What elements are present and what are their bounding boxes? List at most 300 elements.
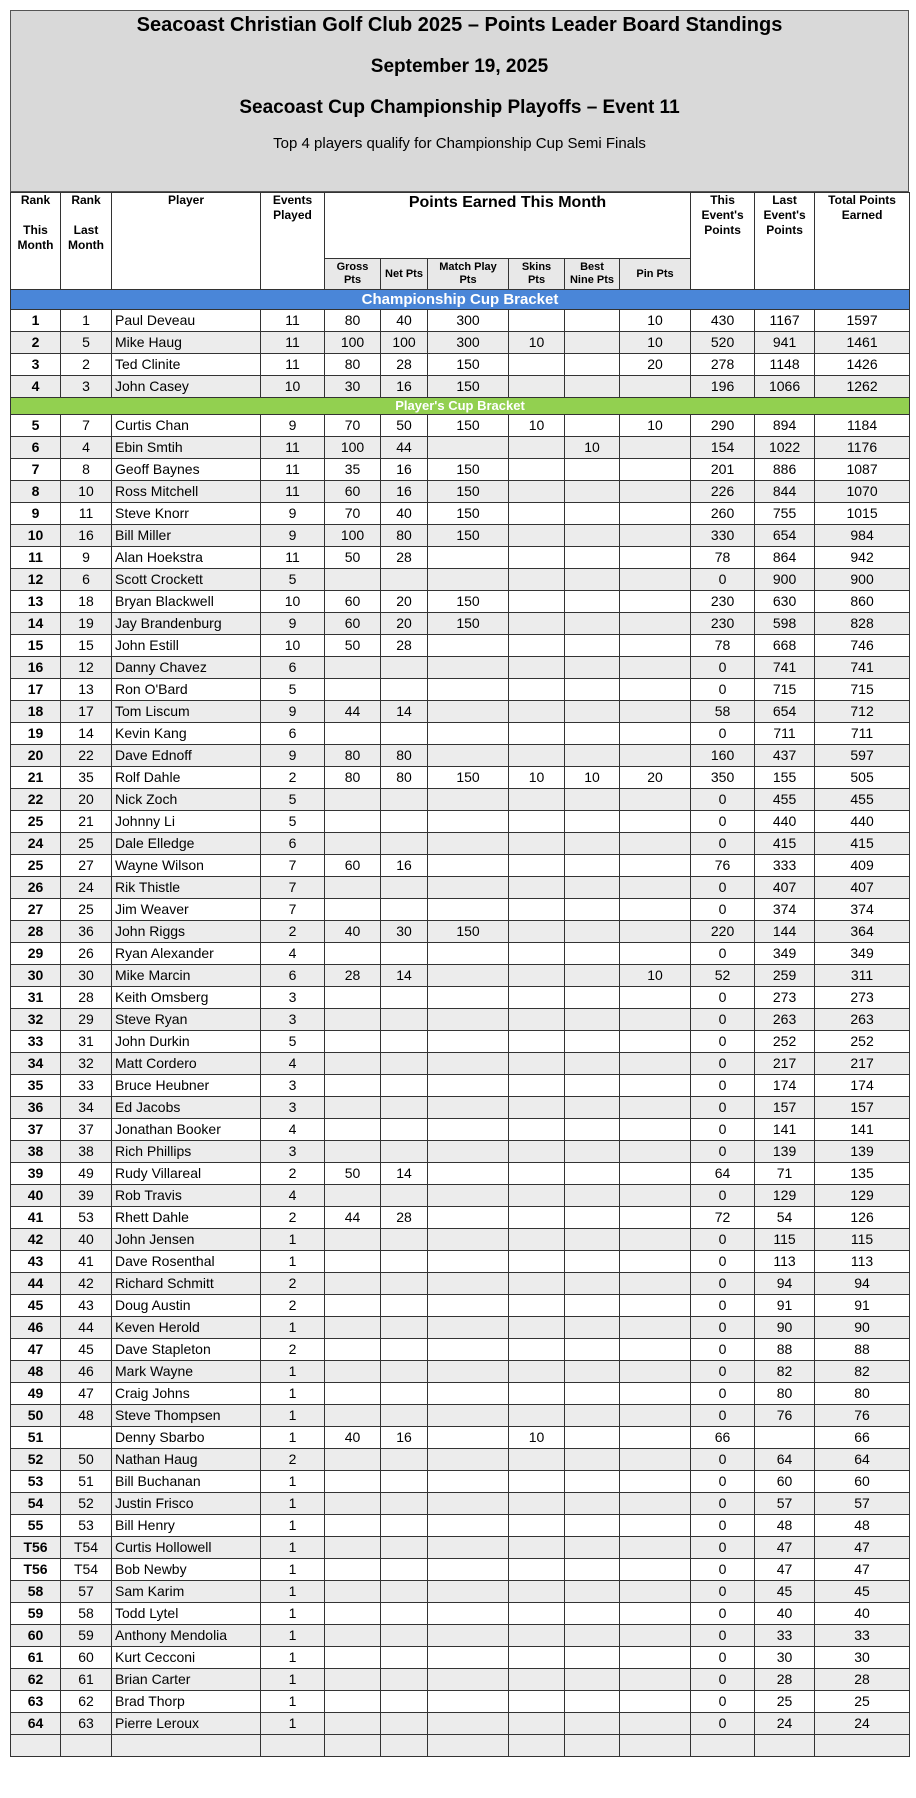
table-row [11,1097,910,1119]
gross-pts: 30 [325,376,381,398]
rank-this-month: 60 [11,1625,61,1647]
pin-pts [620,481,691,503]
rank-this-month: 51 [11,1427,61,1449]
rank-this-month: 24 [11,833,61,855]
col-net-pts: Net Pts [381,259,428,290]
player-name: Rhett Dahle [112,1207,261,1229]
net-pts [381,833,428,855]
match-play-pts [428,811,509,833]
this-event-points: 0 [691,1009,755,1031]
best-nine-pts [565,1405,620,1427]
total-points: 47 [815,1559,910,1581]
this-event-points: 64 [691,1163,755,1185]
table-row [11,1119,910,1141]
net-pts [381,569,428,591]
table-row [11,613,910,635]
total-points: 1597 [815,310,910,332]
last-event-points: 217 [755,1053,815,1075]
net-pts [381,1537,428,1559]
pin-pts [620,1163,691,1185]
pin-pts [620,569,691,591]
net-pts: 20 [381,591,428,613]
this-event-points: 430 [691,310,755,332]
events-played: 1 [261,1713,325,1735]
table-row [11,591,910,613]
skins-pts [509,1625,565,1647]
gross-pts: 70 [325,415,381,437]
skins-pts [509,310,565,332]
pin-pts [620,1713,691,1735]
championship-bracket-row [11,290,910,310]
match-play-pts [428,679,509,701]
best-nine-pts [565,1317,620,1339]
events-played: 4 [261,1185,325,1207]
this-event-points: 0 [691,1713,755,1735]
table-row [11,1207,910,1229]
table-row [11,1295,910,1317]
col-skins-pts: Skins Pts [509,259,565,290]
gross-pts: 60 [325,855,381,877]
this-event-points: 201 [691,459,755,481]
player-name: Wayne Wilson [112,855,261,877]
match-play-pts [428,657,509,679]
net-pts [381,1449,428,1471]
total-points: 349 [815,943,910,965]
best-nine-pts [565,376,620,398]
total-points: 409 [815,855,910,877]
match-play-pts [428,1229,509,1251]
total-points: 135 [815,1163,910,1185]
total-points: 30 [815,1647,910,1669]
skins-pts [509,789,565,811]
rank-this-month: 16 [11,657,61,679]
player-name: Rolf Dahle [112,767,261,789]
rank-this-month: 6 [11,437,61,459]
rank-this-month: T56 [11,1537,61,1559]
skins-pts [509,1141,565,1163]
skins-pts [509,1273,565,1295]
gross-pts [325,1493,381,1515]
gross-pts [325,1647,381,1669]
player-name: Kevin Kang [112,723,261,745]
best-nine-pts [565,811,620,833]
gross-pts [325,1317,381,1339]
gross-pts: 60 [325,481,381,503]
pin-pts [620,1383,691,1405]
skins-pts [509,354,565,376]
match-play-pts [428,1361,509,1383]
rank-this-month: 59 [11,1603,61,1625]
events-played: 6 [261,723,325,745]
net-pts: 28 [381,635,428,657]
match-play-pts [428,723,509,745]
events-played: 6 [261,657,325,679]
this-event-points: 0 [691,943,755,965]
skins-pts [509,503,565,525]
match-play-pts [428,1515,509,1537]
match-play-pts [428,877,509,899]
player-name: Mike Haug [112,332,261,354]
skins-pts [509,1251,565,1273]
events-played: 5 [261,789,325,811]
total-points: 129 [815,1185,910,1207]
player-name: Paul Deveau [112,310,261,332]
skins-pts [509,1691,565,1713]
table-row [11,1009,910,1031]
player-name: John Jensen [112,1229,261,1251]
net-pts [381,1713,428,1735]
rank-this-month: 15 [11,635,61,657]
best-nine-pts [565,1339,620,1361]
this-event-points: 0 [691,1383,755,1405]
last-event-points: 886 [755,459,815,481]
col-this-event-points: This Event's Points [691,193,755,290]
last-event-points: 455 [755,789,815,811]
rank-this-month: 30 [11,965,61,987]
net-pts: 16 [381,376,428,398]
best-nine-pts: 10 [565,767,620,789]
skins-pts [509,1669,565,1691]
table-row [11,745,910,767]
net-pts [381,1273,428,1295]
this-event-points: 160 [691,745,755,767]
pin-pts: 20 [620,354,691,376]
pin-pts [620,613,691,635]
best-nine-pts [565,1427,620,1449]
rank-this-month: 10 [11,525,61,547]
events-played: 3 [261,1009,325,1031]
this-event-points: 154 [691,437,755,459]
player-name: Brad Thorp [112,1691,261,1713]
pin-pts [620,1581,691,1603]
pin-pts [620,855,691,877]
rank-last-month: 50 [61,1449,112,1471]
total-points: 45 [815,1581,910,1603]
last-event-points: 141 [755,1119,815,1141]
last-event-points: 155 [755,767,815,789]
best-nine-pts [565,1229,620,1251]
skins-pts [509,1405,565,1427]
gross-pts [325,789,381,811]
table-row [11,525,910,547]
pin-pts [620,833,691,855]
match-play-pts [428,1317,509,1339]
total-points: 94 [815,1273,910,1295]
events-played: 5 [261,679,325,701]
net-pts: 16 [381,481,428,503]
player-name: Anthony Mendolia [112,1625,261,1647]
skins-pts [509,965,565,987]
player-name: Doug Austin [112,1295,261,1317]
rank-this-month: 58 [11,1581,61,1603]
this-event-points: 0 [691,1603,755,1625]
gross-pts [325,1185,381,1207]
skins-pts [509,1647,565,1669]
table-row [11,1031,910,1053]
this-event-points: 0 [691,833,755,855]
rank-last-month: 57 [61,1581,112,1603]
best-nine-pts [565,1361,620,1383]
skins-pts [509,1603,565,1625]
events-played: 1 [261,1647,325,1669]
events-played: 2 [261,1273,325,1295]
total-points: 48 [815,1515,910,1537]
best-nine-pts [565,1625,620,1647]
col-points-this-month: Points Earned This Month [325,193,691,259]
last-event-points: 57 [755,1493,815,1515]
player-name: Denny Sbarbo [112,1427,261,1449]
match-play-pts [428,899,509,921]
rank-last-month: 33 [61,1075,112,1097]
rank-this-month: 12 [11,569,61,591]
match-play-pts [428,1581,509,1603]
total-points: 711 [815,723,910,745]
best-nine-pts [565,1031,620,1053]
events-played: 4 [261,1053,325,1075]
rank-last-month: 51 [61,1471,112,1493]
best-nine-pts [565,1581,620,1603]
match-play-pts [428,1053,509,1075]
net-pts: 16 [381,459,428,481]
net-pts: 50 [381,415,428,437]
events-played: 3 [261,987,325,1009]
last-event-points: 349 [755,943,815,965]
gross-pts: 100 [325,332,381,354]
skins-pts [509,1053,565,1075]
events-played: 1 [261,1427,325,1449]
rank-last-month: 29 [61,1009,112,1031]
gross-pts [325,1559,381,1581]
total-points: 407 [815,877,910,899]
rank-this-month: 11 [11,547,61,569]
last-event-points: 864 [755,547,815,569]
pin-pts [620,679,691,701]
last-event-points: 711 [755,723,815,745]
best-nine-pts [565,547,620,569]
net-pts [381,1295,428,1317]
events-played: 9 [261,503,325,525]
gross-pts: 44 [325,1207,381,1229]
skins-pts [509,1317,565,1339]
gross-pts [325,1229,381,1251]
net-pts [381,1383,428,1405]
last-event-points: 440 [755,811,815,833]
skins-pts [509,1493,565,1515]
net-pts [381,1559,428,1581]
last-event-points: 755 [755,503,815,525]
gross-pts: 100 [325,437,381,459]
pin-pts: 20 [620,767,691,789]
rank-last-month: 1 [61,310,112,332]
best-nine-pts [565,679,620,701]
player-name: Brian Carter [112,1669,261,1691]
best-nine-pts [565,855,620,877]
rank-this-month: 53 [11,1471,61,1493]
rank-last-month: 31 [61,1031,112,1053]
player-name: Justin Frisco [112,1493,261,1515]
rank-last-month: 6 [61,569,112,591]
events-played: 11 [261,332,325,354]
match-play-pts [428,1449,509,1471]
sheet-title: Seacoast Christian Golf Club 2025 – Points Leader Board Standings [136,14,783,36]
pin-pts [620,921,691,943]
last-event-points: 1022 [755,437,815,459]
rank-last-month: 5 [61,332,112,354]
rank-this-month: 38 [11,1141,61,1163]
rank-last-month: 26 [61,943,112,965]
skins-pts [509,376,565,398]
table-row [11,1713,910,1735]
pin-pts: 10 [620,415,691,437]
best-nine-pts [565,1383,620,1405]
this-event-points: 260 [691,503,755,525]
best-nine-pts [565,332,620,354]
net-pts [381,1647,428,1669]
net-pts: 16 [381,1427,428,1449]
total-points: 984 [815,525,910,547]
match-play-pts [428,1251,509,1273]
best-nine-pts [565,1559,620,1581]
rank-last-month: 52 [61,1493,112,1515]
this-event-points: 58 [691,701,755,723]
rank-last-month: 4 [61,437,112,459]
total-points: 76 [815,1405,910,1427]
total-points: 942 [815,547,910,569]
match-play-pts [428,1339,509,1361]
sheet-date: September 19, 2025 [370,56,549,77]
gross-pts [325,1295,381,1317]
events-played: 10 [261,635,325,657]
table-row [11,332,910,354]
pin-pts [620,1647,691,1669]
last-event-points: 844 [755,481,815,503]
last-event-points: 71 [755,1163,815,1185]
net-pts: 28 [381,547,428,569]
pin-pts [620,1295,691,1317]
net-pts: 14 [381,1163,428,1185]
total-points: 252 [815,1031,910,1053]
best-nine-pts [565,1009,620,1031]
player-name: Dave Stapleton [112,1339,261,1361]
rank-last-month [61,1427,112,1449]
last-event-points: 30 [755,1647,815,1669]
qualification-note: Top 4 players qualify for Championship Cup Semi Finals [273,135,646,152]
skins-pts [509,1361,565,1383]
pin-pts [620,591,691,613]
gross-pts [325,1405,381,1427]
events-played: 1 [261,1471,325,1493]
best-nine-pts [565,459,620,481]
net-pts [381,1317,428,1339]
this-event-points: 196 [691,376,755,398]
skins-pts [509,745,565,767]
pin-pts [620,723,691,745]
col-rank-last-month: Rank Last Month [61,193,112,290]
skins-pts [509,899,565,921]
pin-pts [620,1493,691,1515]
last-event-points: 144 [755,921,815,943]
player-name: John Estill [112,635,261,657]
best-nine-pts [565,1471,620,1493]
match-play-pts [428,1625,509,1647]
match-play-pts [428,1603,509,1625]
table-row [11,437,910,459]
rank-this-month: 25 [11,855,61,877]
skins-pts [509,437,565,459]
rank-last-month: 60 [61,1647,112,1669]
match-play-pts [428,943,509,965]
this-event-points: 0 [691,1471,755,1493]
pin-pts [620,1339,691,1361]
rank-this-month: 18 [11,701,61,723]
net-pts [381,1229,428,1251]
net-pts: 80 [381,745,428,767]
total-points: 505 [815,767,910,789]
events-played: 11 [261,481,325,503]
this-event-points: 350 [691,767,755,789]
net-pts [381,1031,428,1053]
last-event-points: 894 [755,415,815,437]
total-points: 1262 [815,376,910,398]
gross-pts [325,1009,381,1031]
rank-last-month: 61 [61,1669,112,1691]
best-nine-pts [565,1119,620,1141]
col-best-nine-pts: Best Nine Pts [565,259,620,290]
rank-this-month: 5 [11,415,61,437]
table-row [11,899,910,921]
rank-this-month: 50 [11,1405,61,1427]
events-played: 2 [261,1295,325,1317]
total-points: 1015 [815,503,910,525]
match-play-pts: 150 [428,525,509,547]
skins-pts [509,811,565,833]
last-event-points: 33 [755,1625,815,1647]
match-play-pts [428,1097,509,1119]
net-pts [381,1053,428,1075]
skins-pts: 10 [509,332,565,354]
this-event-points: 0 [691,1053,755,1075]
this-event-points: 0 [691,1493,755,1515]
last-event-points: 157 [755,1097,815,1119]
gross-pts [325,1075,381,1097]
pin-pts [620,1625,691,1647]
table-row [11,635,910,657]
total-points: 113 [815,1251,910,1273]
rank-last-month: 25 [61,833,112,855]
pin-pts [620,1471,691,1493]
skins-pts [509,1295,565,1317]
this-event-points: 0 [691,1537,755,1559]
rank-last-month: 46 [61,1361,112,1383]
rank-last-month: 18 [61,591,112,613]
skins-pts [509,635,565,657]
table-row [11,1141,910,1163]
rank-last-month: 10 [61,481,112,503]
events-played: 4 [261,943,325,965]
gross-pts: 40 [325,921,381,943]
events-played: 5 [261,569,325,591]
gross-pts: 80 [325,767,381,789]
this-event-points: 0 [691,1185,755,1207]
rank-last-month: 40 [61,1229,112,1251]
skins-pts [509,1163,565,1185]
table-row [11,1185,910,1207]
total-points: 157 [815,1097,910,1119]
net-pts [381,987,428,1009]
skins-pts [509,1207,565,1229]
net-pts [381,1097,428,1119]
match-play-pts [428,987,509,1009]
